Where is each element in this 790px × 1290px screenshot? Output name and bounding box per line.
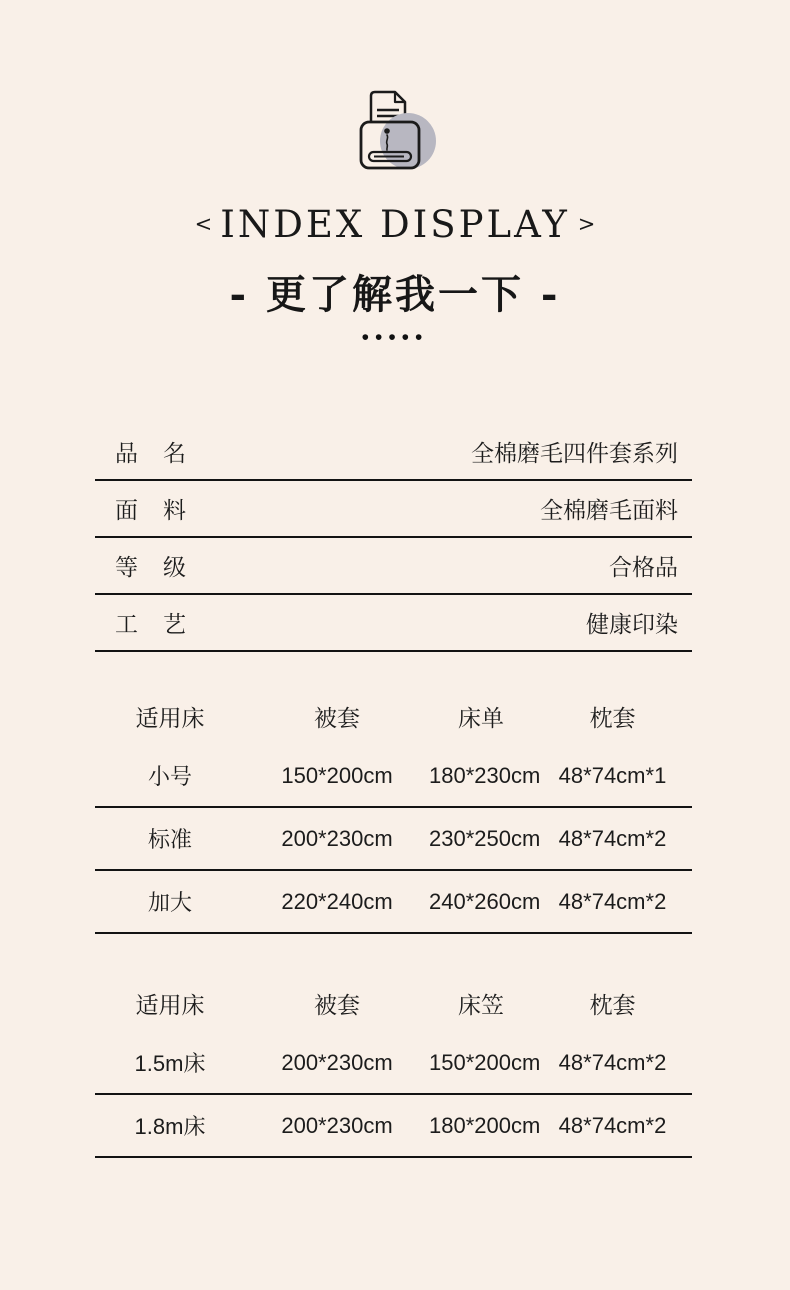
attribute-value: 合格品 — [609, 554, 678, 580]
angle-left-decoration: < — [194, 212, 213, 236]
attribute-label: 工 艺 — [115, 611, 187, 637]
attribute-label: 品 名 — [115, 440, 187, 466]
size-cell: 48*74cm*2 — [558, 888, 667, 914]
size-cell: 加大 — [147, 890, 192, 915]
column-header-pillowcase: 枕套 — [589, 991, 636, 1018]
column-header-fitted-sheet: 床笠 — [458, 991, 504, 1018]
attribute-value: 健康印染 — [586, 611, 678, 637]
column-header-duvet-cover: 被套 — [314, 991, 360, 1018]
angle-right-decoration: > — [577, 212, 596, 236]
size-cell: 标准 — [147, 827, 192, 852]
section-title-text: INDEX DISPLAY — [220, 203, 570, 246]
attribute-row-fabric — [95, 481, 692, 538]
size-cell: 200*230cm — [281, 825, 393, 851]
attribute-label: 面 料 — [115, 497, 187, 523]
size-row-small — [95, 745, 692, 808]
column-header-bed: 适用床 — [135, 704, 205, 731]
size-cell: 小号 — [147, 764, 192, 789]
size-cell: 200*230cm — [281, 1049, 393, 1075]
column-header-flat-sheet: 床单 — [458, 704, 504, 731]
size-row-large — [95, 871, 692, 934]
size-cell: 150*200cm — [281, 762, 393, 788]
column-header-bed: 适用床 — [135, 991, 205, 1018]
hero-section — [0, 0, 790, 348]
size-cell: 1.5m床 — [134, 1051, 206, 1076]
size-table-flat-sheet — [95, 652, 692, 934]
archive-box-icon-graphic — [347, 86, 443, 172]
section-subtitle: - 更了解我一下 - — [229, 271, 561, 318]
attribute-label: 等 级 — [115, 554, 187, 580]
dots-decoration: ••••• — [361, 326, 429, 349]
size-cell: 150*200cm — [429, 1049, 541, 1075]
attribute-value: 全棉磨毛面料 — [540, 497, 678, 523]
column-header-pillowcase: 枕套 — [589, 704, 636, 731]
size-cell: 48*74cm*1 — [558, 762, 667, 788]
size-cell: 220*240cm — [281, 888, 393, 914]
attribute-row-craft — [95, 595, 692, 652]
size-table-header-row — [95, 974, 692, 1032]
size-cell: 1.8m床 — [134, 1114, 206, 1139]
size-cell: 180*230cm — [429, 762, 541, 788]
size-row-standard — [95, 808, 692, 871]
size-table-fitted-sheet — [95, 934, 692, 1158]
size-cell: 48*74cm*2 — [558, 825, 667, 851]
size-cell: 180*200cm — [429, 1112, 541, 1138]
size-cell: 230*250cm — [429, 825, 541, 851]
attribute-row-grade — [95, 538, 692, 595]
size-cell: 240*260cm — [429, 888, 541, 914]
size-row-1-5m-bed — [95, 1032, 692, 1095]
size-cell: 200*230cm — [281, 1112, 393, 1138]
attribute-row-name — [95, 424, 692, 481]
size-cell: 48*74cm*2 — [558, 1049, 667, 1075]
size-cell: 48*74cm*2 — [558, 1112, 667, 1138]
product-attributes-table — [95, 424, 692, 652]
size-row-1-8m-bed — [95, 1095, 692, 1158]
attribute-value: 全棉磨毛四件套系列 — [471, 440, 678, 466]
column-header-duvet-cover: 被套 — [314, 704, 360, 731]
section-title — [0, 202, 790, 247]
size-table-header-row — [95, 687, 692, 745]
archive-box-icon — [0, 86, 790, 172]
